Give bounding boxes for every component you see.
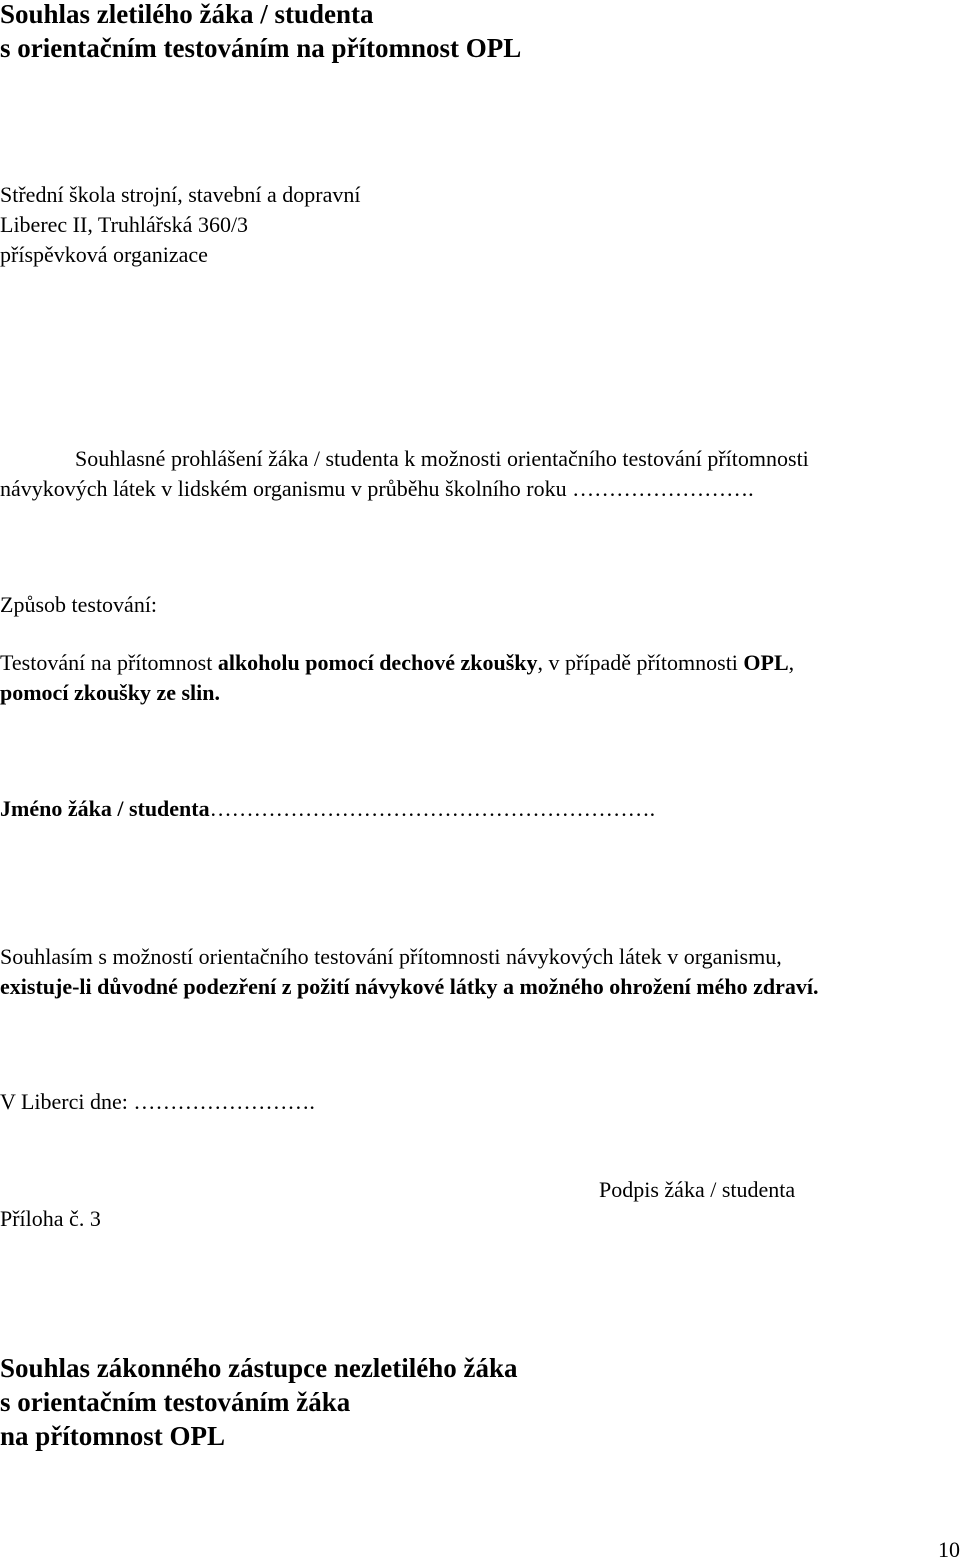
consent-line-2: existuje-li důvodné podezření z požití návykové látky a možného ohrožení mého zdraví. xyxy=(0,974,819,999)
declaration-text: návykových látek v lidském organismu v průběhu školního roku xyxy=(0,476,573,501)
guardian-title-line-3: na přítomnost OPL xyxy=(0,1421,226,1451)
declaration-line-1: Souhlasné prohlášení žáka / studenta k možnosti orientačního testování přítomnosti xyxy=(75,446,809,471)
student-name-field xyxy=(0,794,655,824)
school-year-blank: ……………………. xyxy=(572,476,754,501)
school-street: Liberec II, Truhlářská 360/3 xyxy=(0,212,249,237)
testing-method-label: Způsob testování: xyxy=(0,592,158,617)
method-bold-alcohol: alkoholu pomocí dechové zkoušky xyxy=(217,650,538,675)
student-name-blank: ……………………………………………………. xyxy=(209,796,656,821)
place-date-label: V Liberci dne: xyxy=(0,1089,134,1114)
testing-method-line-2: pomocí zkoušky ze slin. xyxy=(0,680,221,705)
consent-line-1: Souhlasím s možností orientačního testování přítomnosti návykových látek v organismu, xyxy=(0,944,782,969)
title-line-2: s orientačním testováním na přítomnost OPL xyxy=(0,33,522,63)
school-name: Střední škola strojní, stavební a dopravní xyxy=(0,182,361,207)
method-text-2: , v případě přítomnosti xyxy=(537,650,744,675)
method-text-3: , xyxy=(788,650,795,675)
signature-label: Podpis žáka / studenta xyxy=(599,1177,796,1202)
consent-statement xyxy=(0,942,818,1002)
page-number: 10 xyxy=(938,1537,960,1562)
attachment-label: Příloha č. 3 xyxy=(0,1206,101,1231)
guardian-consent-title xyxy=(0,1351,518,1453)
student-name-label: Jméno žáka / studenta xyxy=(0,796,210,821)
place-date-field xyxy=(0,1087,315,1117)
testing-method-line-1 xyxy=(0,648,794,678)
method-bold-opl: OPL xyxy=(743,650,789,675)
method-text-1: Testování na přítomnost xyxy=(0,650,218,675)
declaration-line-2 xyxy=(0,474,754,504)
testing-method-description xyxy=(0,648,794,708)
school-address xyxy=(0,180,361,270)
guardian-title-line-2: s orientačním testováním žáka xyxy=(0,1387,351,1417)
date-blank: ……………………. xyxy=(133,1089,315,1114)
guardian-title-line-1: Souhlas zákonného zástupce nezletilého žáka xyxy=(0,1353,518,1383)
title-line-1: Souhlas zletilého žáka / studenta xyxy=(0,0,374,29)
school-org-type: příspěvková organizace xyxy=(0,242,208,267)
document-title xyxy=(0,0,521,65)
